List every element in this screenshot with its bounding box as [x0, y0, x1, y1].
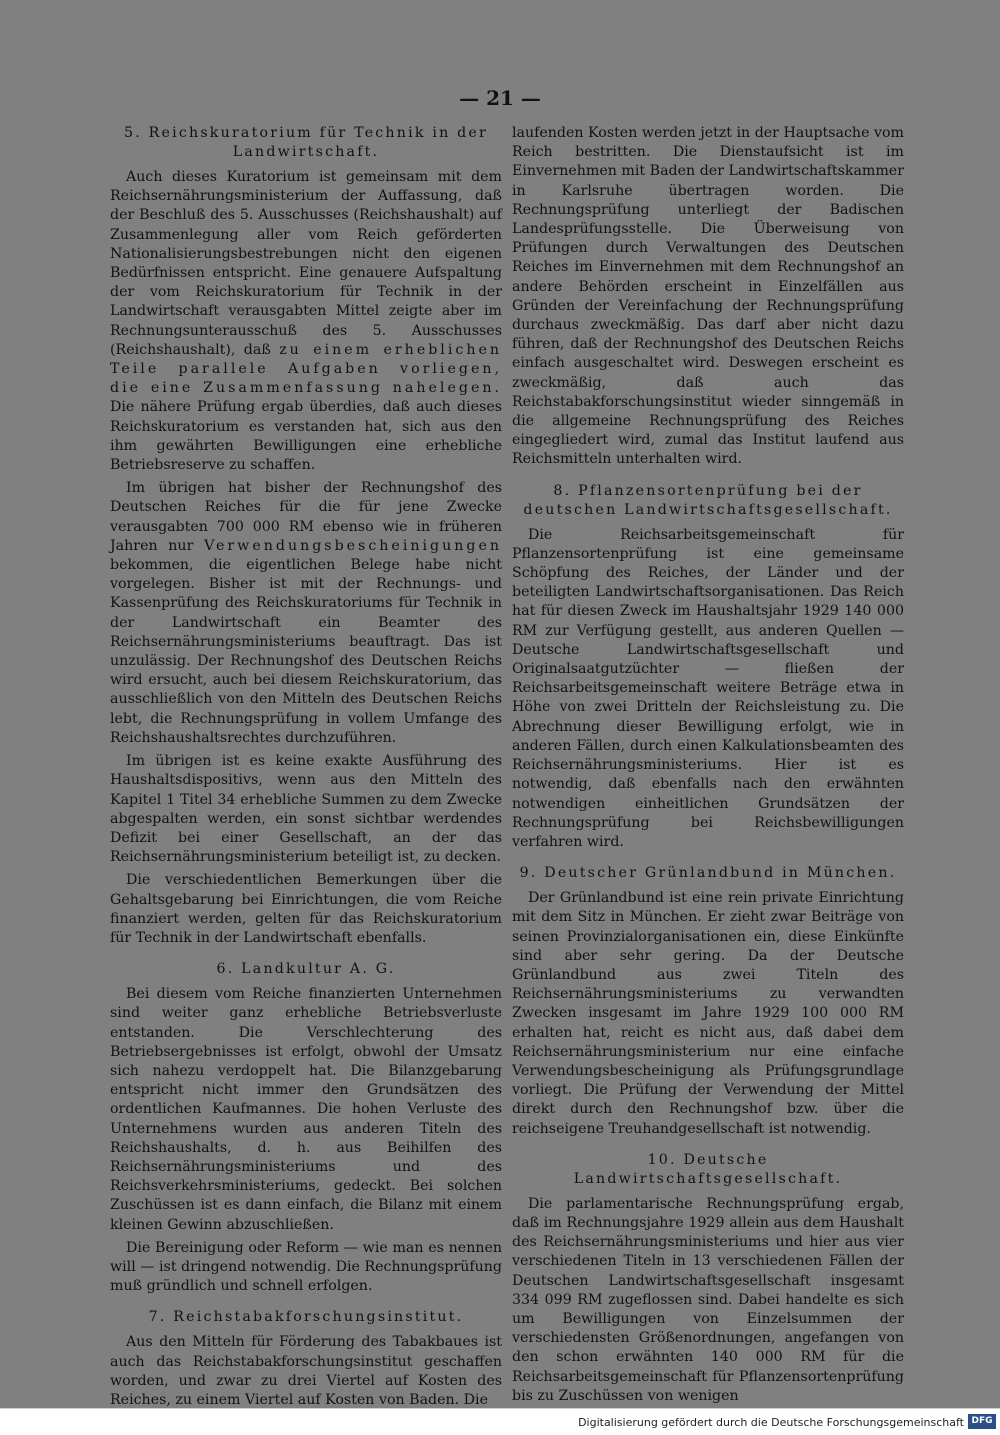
section-10-paragraph-1: Die parlamentarische Rechnungsprüfung ergab, daß im Rechnungsjahre 1929 allein aus dem Haushalt des Reichsernährungsministeriums und hier aus vier verschiedenen Titeln in 13 verschiedenen Fällen der Deutschen Landwirtschaftsgesellschaft insgesamt 334 099 RM zugeflossen sind. Dabei handelte es sich um Bewilligungen von Einzelsummen der verschiedensten Größenordnungen, angefangen von den schon erwähnten 140 000 RM für die Reichsarbeitsgemeinschaft für Pflanzensortenprüfung bis zu Zuschüssen von wenigen [512, 1195, 904, 1404]
section-6-paragraph-2: Die Bereinigung oder Reform — wie man es nennen will — ist dringend notwendig. Die Rechnungsprüfung muß gründlich und schnell erfolgen. [110, 1239, 502, 1295]
section-5-p1-text: Auch dieses Kuratorium ist gemeinsam mit dem Reichsernährungsministerium der Auffassung, daß der Beschluß des 5. Ausschusses (Reichshaushalt) auf Zusammenlegung aller vom Reich geförderten Nationalisierungsbestrebungen nicht den eigenen Bedürfnissen entspricht. Eine genauere Aufspaltung der vom Reichskuratorium für Technik in der Landwirtschaft verausgabten Mittel zeigte aber im Rechnungsunterausschuß des 5. Ausschusses (Reichshaushalt), daß [110, 169, 502, 358]
section-5-paragraph-4: Die verschiedentlichen Bemerkungen über die Gehaltsgebarung bei Einrichtungen, die vom Reiche finanziert werden, gelten für das Reichskuratorium für Technik in der Landwirtschaft ebenfalls. [110, 872, 502, 946]
section-7-paragraph-1: Aus den Mitteln für Förderung des Tabakbaues ist auch das Reichstabakforschungsinstitut geschaffen worden, und zwar zu drei Viertel auf Kosten des Reiches, zu einem Viertel auf Kosten von Baden. Die [110, 1334, 502, 1408]
section-7-paragraph-1-continued: laufenden Kosten werden jetzt in der Hauptsache vom Reich bestritten. Die Dienstaufsicht ist im Einvernehmen mit Baden der Landwirtschaftskammer in Karlsruhe übertragen worden. Die Rechnungsprüfung unterliegt der Badischen Landesprüfungsstelle. Die Überweisung von Prüfungen durch Verwaltungen des Deutschen Reiches im Einvernehmen mit dem Rechnungshof an andere Behörden erscheint in Einzelfällen aus Gründen der Vereinfachung der Rechnungsprüfung durchaus zweckmäßig. Das darf aber nicht dazu führen, daß der Rechnungshof des Deutschen Reichs einfach ausgeschaltet wird. Deswegen erscheint es zweckmäßig, daß auch das Reichstabakforschungsinstitut wieder sinngemäß in die allgemeine Rechnungsprüfung des Reiches eingegliedert wird, zumal das Institut laufend aus Reichsmitteln unterhalten wird. [512, 125, 904, 468]
section-5-p2-emphasis: Verwendungsbescheinigungen [204, 537, 503, 554]
section-5-p1-emphasis: zu einem erheblichen Teile parallele Aufgaben vorliegen, die eine Zusammenfassung nahelegen. [110, 341, 502, 397]
section-10-title: 10. Deutsche Landwirtschaftsgesellschaft. [573, 1151, 843, 1187]
section-7-title: 7. Reichstabakforschungsinstitut. [148, 1309, 464, 1326]
section-9-title: 9. Deutscher Grünlandbund in München. [519, 865, 897, 882]
section-8-paragraph-1: Die Reichsarbeitsgemeinschaft für Pflanzensortenprüfung ist eine gemeinsame Schöpfung des Reiches, der Länder und der beteiligten Landwirtschaftsorganisationen. Das Reich hat für diesen Zweck im Haushaltsjahr 1929 140 000 RM zur Verfügung gestellt, aus anderen Quellen — Deutsche Landwirtschaftsgesellschaft und Originalsaatgutzüchter — fließen der Reichsarbeitsgemeinschaft weitere Beträge etwa in Höhe von zwei Dritteln der Reichsleistung zu. Die Abrechnung dieser Bewilligung erfolgt, wie in anderen Fällen, durch einen Kalkulationsbeamten des Reichsernährungsministeriums. Hier ist es notwendig, daß ebenfalls nach den erwähnten notwendigen einheitlichen Grundsätzen der Rechnungsprüfung bei Reichsbewilligungen verfahren wird. [512, 526, 904, 850]
footer-bar [0, 1408, 1000, 1435]
section-9-paragraph-1: Der Grünlandbund ist eine rein private Einrichtung mit dem Sitz in München. Er zieht zwar Beiträge von seinen Provinzialorganisationen ein, diese Einkünfte sind aber sehr gering. Da der Deutsche Grünlandbund aus zwei Titeln des Reichsernährungsministeriums zu verwandten Zwecken insgesamt im Jahre 1929 100 000 RM erhalten hat, reicht es nicht aus, daß dabei dem Reichsernährungsministerium nur eine einfache Verwendungsbescheinigung als Prüfungsgrundlage vorliegt. Die Prüfung der Verwendung der Mittel direkt durch den Rechnungshof bzw. über die reichseigene Treuhandgesellschaft ist notwendig. [512, 890, 904, 1137]
section-5-paragraph-3: Im übrigen ist es keine exakte Ausführung des Haushaltsdispositivs, wenn aus den Mitteln des Kapitel 1 Titel 34 erhebliche Summen zu dem Zwecke abgespalten werden, ein sonst sichtbar werdendes Defizit bei einer Gesellschaft, an der das Reichsernährungsministerium beteiligt ist, zu decken. [110, 753, 502, 866]
section-5-p1-end: Die nähere Prüfung ergab überdies, daß auch dieses Reichskuratorium es verstanden hat, sich aus den ihm gewährten Bewilligungen eine erhebliche Betriebsreserve zu schaffen. [110, 399, 502, 474]
section-5-paragraph-2 [110, 479, 502, 748]
section-6-paragraph-1: Bei diesem vom Reiche finanzierten Unternehmen sind weiter ganz erhebliche Betriebsverluste entstanden. Die Verschlechterung des Betriebsergebnisses ist erfolgt, obwohl der Umsatz sich nahezu verdoppelt hat. Die Bilanzgebarung entspricht nicht immer den Grundsätzen des ordentlichen Kaufmannes. Die hohen Verluste des Unternehmens wurden aus anderen Titeln des Reichshaushalts, d. h. aus Beihilfen des Reichsernährungsministeriums und des Reichsverkehrsministeriums, gedeckt. Bei solchen Zuschüssen ist es dann einfach, die Bilanz mit einem kleinen Gewinn abzuschließen. [110, 986, 502, 1233]
section-8-title: 8. Pflanzensortenprüfung bei der deutschen Landwirtschaftsgesellschaft. [523, 482, 893, 518]
page-number: — 21 — [459, 86, 541, 110]
section-6-title: 6. Landkultur A. G. [216, 961, 396, 978]
dfg-logo: DFG [968, 1414, 996, 1429]
section-5-paragraph-1 [110, 168, 502, 475]
left-column [110, 124, 502, 1414]
right-column [512, 124, 904, 1410]
section-5-p2-text: Im übrigen hat bisher der Rechnungshof des Deutschen Reiches für die für jene Zwecke verausgabten 700 000 RM ebenso wie in früheren Jahren nur [110, 480, 502, 554]
section-5-title: 5. Reichskuratorium für Technik in der Landwirtschaft. [123, 125, 488, 160]
footer-credit: Digitalisierung gefördert durch die Deutsche Forschungsgemeinschaft [578, 1416, 964, 1429]
section-5-p2-end: bekommen, die eigentlichen Belege habe nicht vorgelegen. Bisher ist mit der Rechnungs- und Kassenprüfung des Reichskuratoriums für Technik in der Landwirtschaft ein Beamter des Reichsernährungsministeriums beauftragt. Das ist unzulässig. Der Rechnungshof des Deutschen Reichs wird ersucht, auch bei diesem Reichskuratorium, das ausschließlich von den Mitteln des Deutschen Reichs lebt, die Rechnungsprüfung in vollem Umfange des Reichshaushaltsrechtes durchzuführen. [110, 557, 502, 746]
